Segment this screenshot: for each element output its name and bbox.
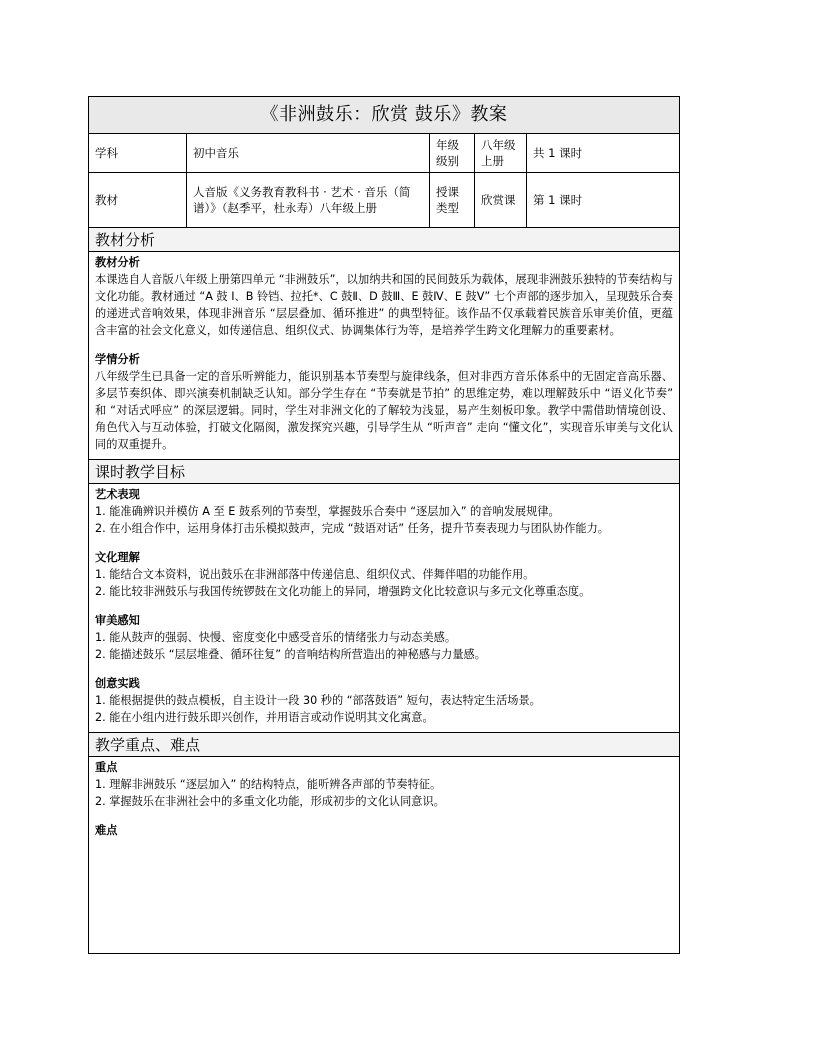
subsection-title: 审美感知 [95, 614, 140, 627]
subsection-title: 重点 [95, 761, 118, 774]
section-heading-keypoints: 教学重点、难点 [89, 733, 679, 757]
meta-row-material [89, 173, 679, 228]
list-item: 2. 能在小组内进行鼓乐即兴创作，并用语言或动作说明其文化寓意。 [95, 711, 434, 724]
list-item: 2. 能描述鼓乐 “层层堆叠、循环往复” 的音响结构所营造出的神秘感与力量感。 [95, 648, 486, 661]
list-item: 1. 能从鼓声的强弱、快慢、密度变化中感受音乐的情绪张力与动态美感。 [95, 631, 457, 644]
type-label: 授课类型 [430, 173, 475, 227]
section-keypoints [89, 757, 679, 845]
type-value: 欣赏课 [475, 173, 527, 227]
section-heading-analysis: 教材分析 [89, 228, 679, 252]
paragraph: 本课选自人音版八年级上册第四单元 “非洲鼓乐”，以加纳共和国的民间鼓乐为载体，展现非洲鼓乐独特的节奏结构与文化功能。教材通过 “A 鼓 I、B 铃铛、拉托*、C 鼓Ⅱ、D 鼓Ⅲ、E 鼓Ⅳ、E 鼓Ⅴ” 七个声部的逐步加入，呈现鼓乐合奏的递进式音响效果，体现非洲音乐 “层层叠加、循环推进” 的典型特征。该作品不仅承载着民族音乐审美价值，更蕴含丰富的社会文化意义，如传递信息、组织仪式、协调集体行为等，是培养学生跨文化理解力的重要素材。 [95, 273, 673, 337]
list-item: 2. 掌握鼓乐在非洲社会中的多重文化功能，形成初步的文化认同意识。 [95, 795, 445, 808]
list-item: 2. 在小组合作中，运用身体打击乐模拟鼓声，完成 “鼓语对话” 任务，提升节奏表现力与团队协作能力。 [95, 522, 609, 535]
subsection-title: 创意实践 [95, 677, 140, 690]
lesson-plan-document [88, 96, 680, 954]
paragraph: 八年级学生已具备一定的音乐听辨能力，能识别基本节奏型与旋律线条，但对非西方音乐体系中的无固定音高乐器、多层节奏织体、即兴演奏机制缺乏认知。部分学生存在 “节奏就是节拍” 的思维定势，难以理解鼓乐中 “语义化节奏” 和 “对话式呼应” 的深层逻辑。同时，学生对非洲文化的了解较为浅显，易产生刻板印象。教学中需借助情境创设、角色代入与互动体验，打破文化隔阂，激发探究兴趣，引导学生从 “听声音” 走向 “懂文化”，实现音乐审美与文化认同的双重提升。 [95, 370, 673, 451]
grade-value: 八年级上册 [475, 134, 527, 172]
subsection-title: 教材分析 [95, 256, 140, 269]
subject-label: 学科 [89, 134, 187, 172]
subsection-title: 艺术表现 [95, 488, 140, 501]
section-analysis [89, 252, 679, 460]
section-objectives [89, 484, 679, 733]
subject-value: 初中音乐 [187, 134, 430, 172]
list-item: 1. 能准确辨识并模仿 A 至 E 鼓系列的节奏型，掌握鼓乐合奏中 “逐层加入” 的音响发展规律。 [95, 505, 560, 518]
material-label: 教材 [89, 173, 187, 227]
grade-label: 年级级别 [430, 134, 475, 172]
subsection-title: 文化理解 [95, 551, 140, 564]
material-value: 人音版《义务教育教科书 · 艺术 · 音乐（简谱）》（赵季平，杜永寿）八年级上册 [187, 173, 430, 227]
subsection-title: 学情分析 [95, 353, 140, 366]
meta-row-subject [89, 134, 679, 173]
subsection-title: 难点 [95, 824, 118, 837]
document-title: 《非洲鼓乐：欣赏 鼓乐》教案 [89, 97, 679, 134]
list-item: 1. 能根据提供的鼓点模板，自主设计一段 30 秒的 “部落鼓语” 短句，表达特定生活场景。 [95, 694, 541, 707]
lesson-value: 第 1 课时 [533, 193, 583, 207]
hours-value: 共 1 课时 [533, 146, 583, 160]
list-item: 2. 能比较非洲鼓乐与我国传统锣鼓在文化功能上的异同，增强跨文化比较意识与多元文化尊重态度。 [95, 585, 591, 598]
list-item: 1. 能结合文本资料，说出鼓乐在非洲部落中传递信息、组织仪式、伴舞伴唱的功能作用。 [95, 568, 535, 581]
list-item: 1. 理解非洲鼓乐 “逐层加入” 的结构特点，能听辨各声部的节奏特征。 [95, 778, 442, 791]
section-heading-objectives: 课时教学目标 [89, 460, 679, 484]
